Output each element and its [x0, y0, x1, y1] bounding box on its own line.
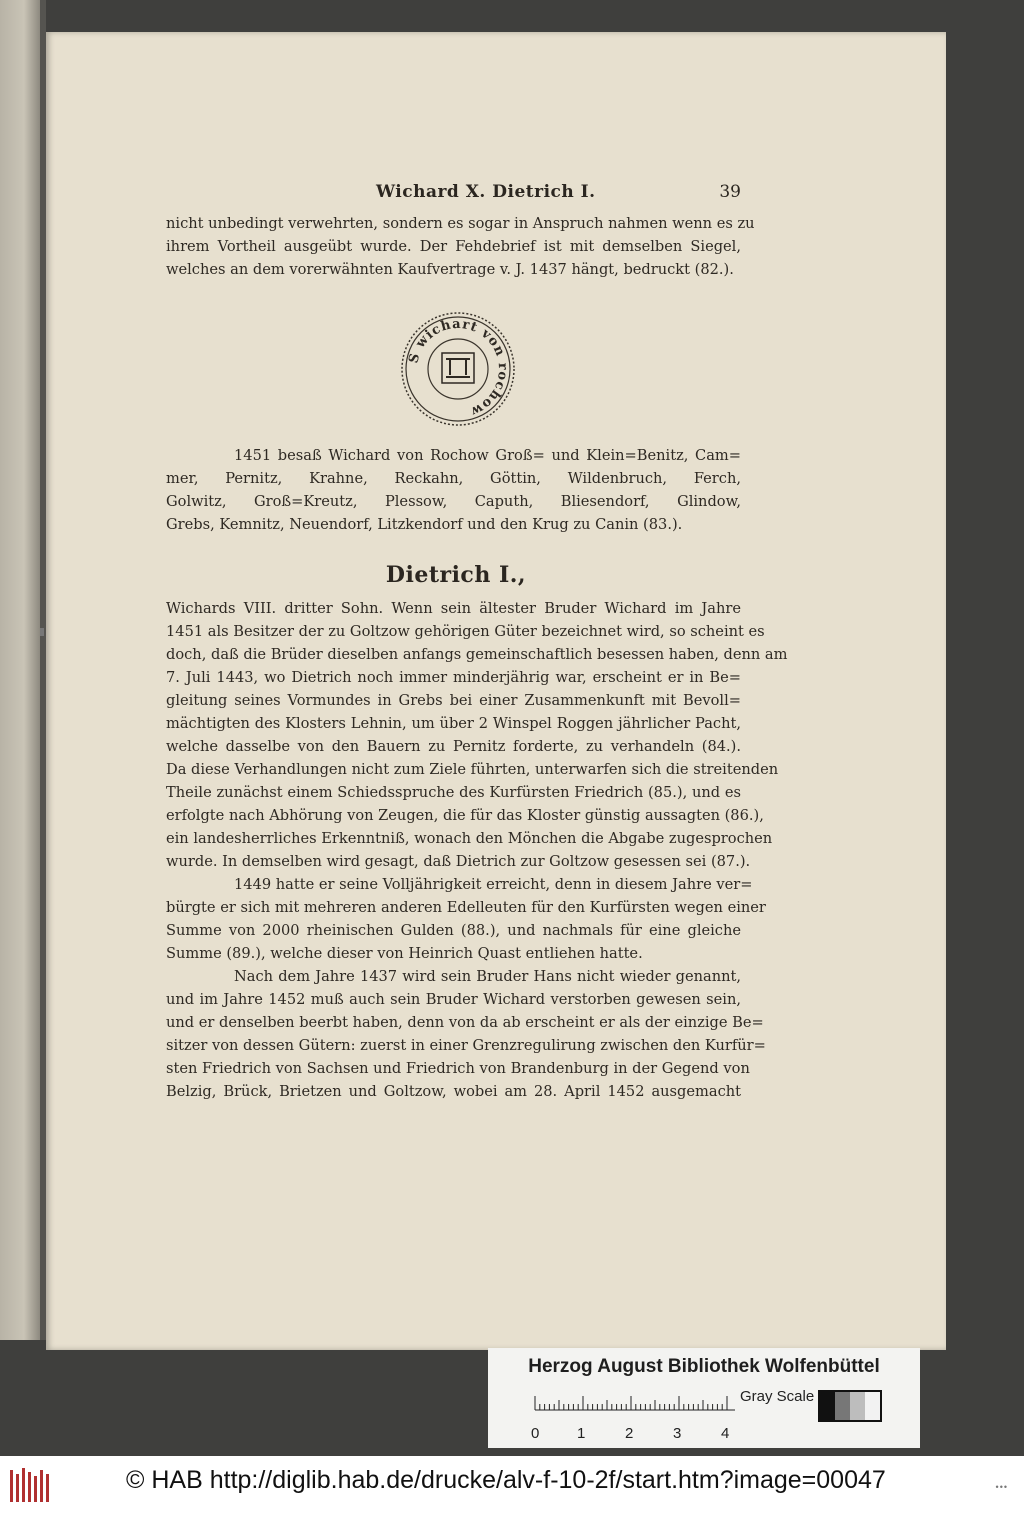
seal-image — [398, 309, 518, 429]
paragraph-possessions-cont — [166, 467, 741, 536]
scale-label-2: 2 — [625, 1425, 634, 1442]
stamp-title: Herzog August Bibliothek Wolfenbüttel — [528, 1356, 880, 1377]
text-line: 7. Juli 1443, wo Dietrich noch immer minderjährig war, erscheint er in Be= — [166, 669, 741, 686]
text-line: sten Friedrich von Sachsen und Friedrich von Brandenburg in der Gegend von — [166, 1060, 750, 1077]
text-line: Golwitz, Groß=Kreutz, Plessow, Caputh, Bliesendorf, Glindow, — [166, 493, 741, 510]
text-line: Wichards VIII. dritter Sohn. Wenn sein ältester Bruder Wichard im Jahre — [166, 600, 741, 617]
menu-dots-icon[interactable]: ••• — [995, 1482, 1008, 1492]
paragraph-possessions — [234, 444, 741, 467]
text-line: Summe (89.), welche dieser von Heinrich Quast entliehen hatte. — [166, 945, 643, 962]
text-line: mer, Pernitz, Krahne, Reckahn, Göttin, Wildenbruch, Ferch, — [166, 470, 741, 487]
text-line: 1451 besaß Wichard von Rochow Groß= und Klein=Benitz, Cam= — [234, 447, 741, 464]
paragraph-dietrich-2-cont — [166, 896, 766, 965]
gray-patch — [835, 1392, 850, 1420]
text-line: Da diese Verhandlungen nicht zum Ziele führten, unterwarfen sich die streitenden — [166, 761, 779, 778]
text-line: bürgte er sich mit mehreren anderen Edelleuten für den Kurfürsten wegen einer — [166, 899, 766, 916]
margin-mark — [40, 628, 44, 636]
gray-patch — [865, 1392, 880, 1420]
text-line: und im Jahre 1452 muß auch sein Bruder Wichard verstorben gewesen sein, — [166, 991, 741, 1008]
library-color-stamp — [488, 1348, 920, 1448]
text-line: Summe von 2000 rheinischen Gulden (88.), und nachmals für eine gleiche — [166, 922, 741, 939]
text-line: Belzig, Brück, Brietzen und Goltzow, wobei am 28. April 1452 ausgemacht — [166, 1083, 741, 1100]
paragraph-dietrich-1 — [166, 597, 788, 873]
footer-bar — [0, 1456, 1024, 1516]
scale-ruler — [531, 1388, 735, 1448]
scale-label-3: 3 — [673, 1425, 682, 1442]
text-line: doch, daß die Brüder dieselben anfangs gemeinschaftlich besessen haben, denn am — [166, 646, 788, 663]
hab-logo-icon — [8, 1464, 52, 1508]
gray-patch — [850, 1392, 865, 1420]
text-line: nicht unbedingt verwehrten, sondern es sogar in Anspruch nahmen wenn es zu — [166, 215, 755, 232]
previous-page-edge — [0, 0, 40, 1340]
section-heading: Dietrich I., — [385, 562, 527, 588]
text-line: wurde. In demselben wird gesagt, daß Dietrich zur Goltzow gesessen sei (87.). — [166, 853, 751, 870]
text-line: sitzer von dessen Gütern: zuerst in einer Grenzregulirung zwischen den Kurfür= — [166, 1037, 766, 1054]
scale-label-0: 0 — [531, 1425, 540, 1442]
text-line: ein landesherrliches Erkenntniß, wonach den Mönchen die Abgabe zugesprochen — [166, 830, 773, 847]
text-line: gleitung seines Vormundes in Grebs bei einer Zusammenkunft mit Bevoll= — [166, 692, 741, 709]
text-line: und er denselben beerbt haben, denn von da ab erscheint er als der einzige Be= — [166, 1014, 764, 1031]
text-line: mächtigten des Klosters Lehnin, um über 2 Winspel Roggen jährlicher Pacht, — [166, 715, 741, 732]
seal-inscription: S wichart von rochow — [406, 316, 511, 419]
running-title: Wichard X. Dietrich I. — [376, 182, 596, 202]
scale-label-4: 4 — [721, 1425, 730, 1442]
gray-scale-label: Gray Scale — [740, 1388, 815, 1405]
text-line: erfolgte nach Abhörung von Zeugen, die für das Kloster günstig aussagten (86.), — [166, 807, 764, 824]
copyright-url-text: © HAB http://diglib.hab.de/drucke/alv-f-10-2f/start.htm?image=00047 — [126, 1466, 886, 1494]
text-line: 1451 als Besitzer der zu Goltzow gehörigen Güter bezeichnet wird, so scheint es — [166, 623, 765, 640]
paragraph-dietrich-3-cont — [166, 988, 766, 1103]
text-line: welches an dem vorerwähnten Kaufvertrage v. J. 1437 hängt, bedruckt (82.). — [166, 261, 734, 278]
text-line: 1449 hatte er seine Volljährigkeit erreicht, denn in diesem Jahre ver= — [234, 876, 753, 893]
text-line: Nach dem Jahre 1437 wird sein Bruder Hans nicht wieder genannt, — [234, 968, 741, 985]
gray-patch — [820, 1392, 835, 1420]
gray-scale-swatch — [818, 1390, 882, 1422]
scale-label-1: 1 — [577, 1425, 586, 1442]
page-number: 39 — [719, 182, 741, 202]
paragraph-dietrich-3 — [234, 965, 741, 988]
paragraph-intro — [166, 212, 755, 281]
book-page — [46, 32, 946, 1350]
text-line: welche dasselbe von den Bauern zu Pernitz forderte, zu verhandeln (84.). — [166, 738, 741, 755]
paragraph-dietrich-2 — [234, 873, 753, 896]
text-line: Theile zunächst einem Schiedsspruche des Kurfürsten Friedrich (85.), und es — [166, 784, 741, 801]
text-line: Grebs, Kemnitz, Neuendorf, Litzkendorf und den Krug zu Canin (83.). — [166, 516, 683, 533]
text-line: ihrem Vortheil ausgeübt wurde. Der Fehdebrief ist mit demselben Siegel, — [166, 238, 741, 255]
